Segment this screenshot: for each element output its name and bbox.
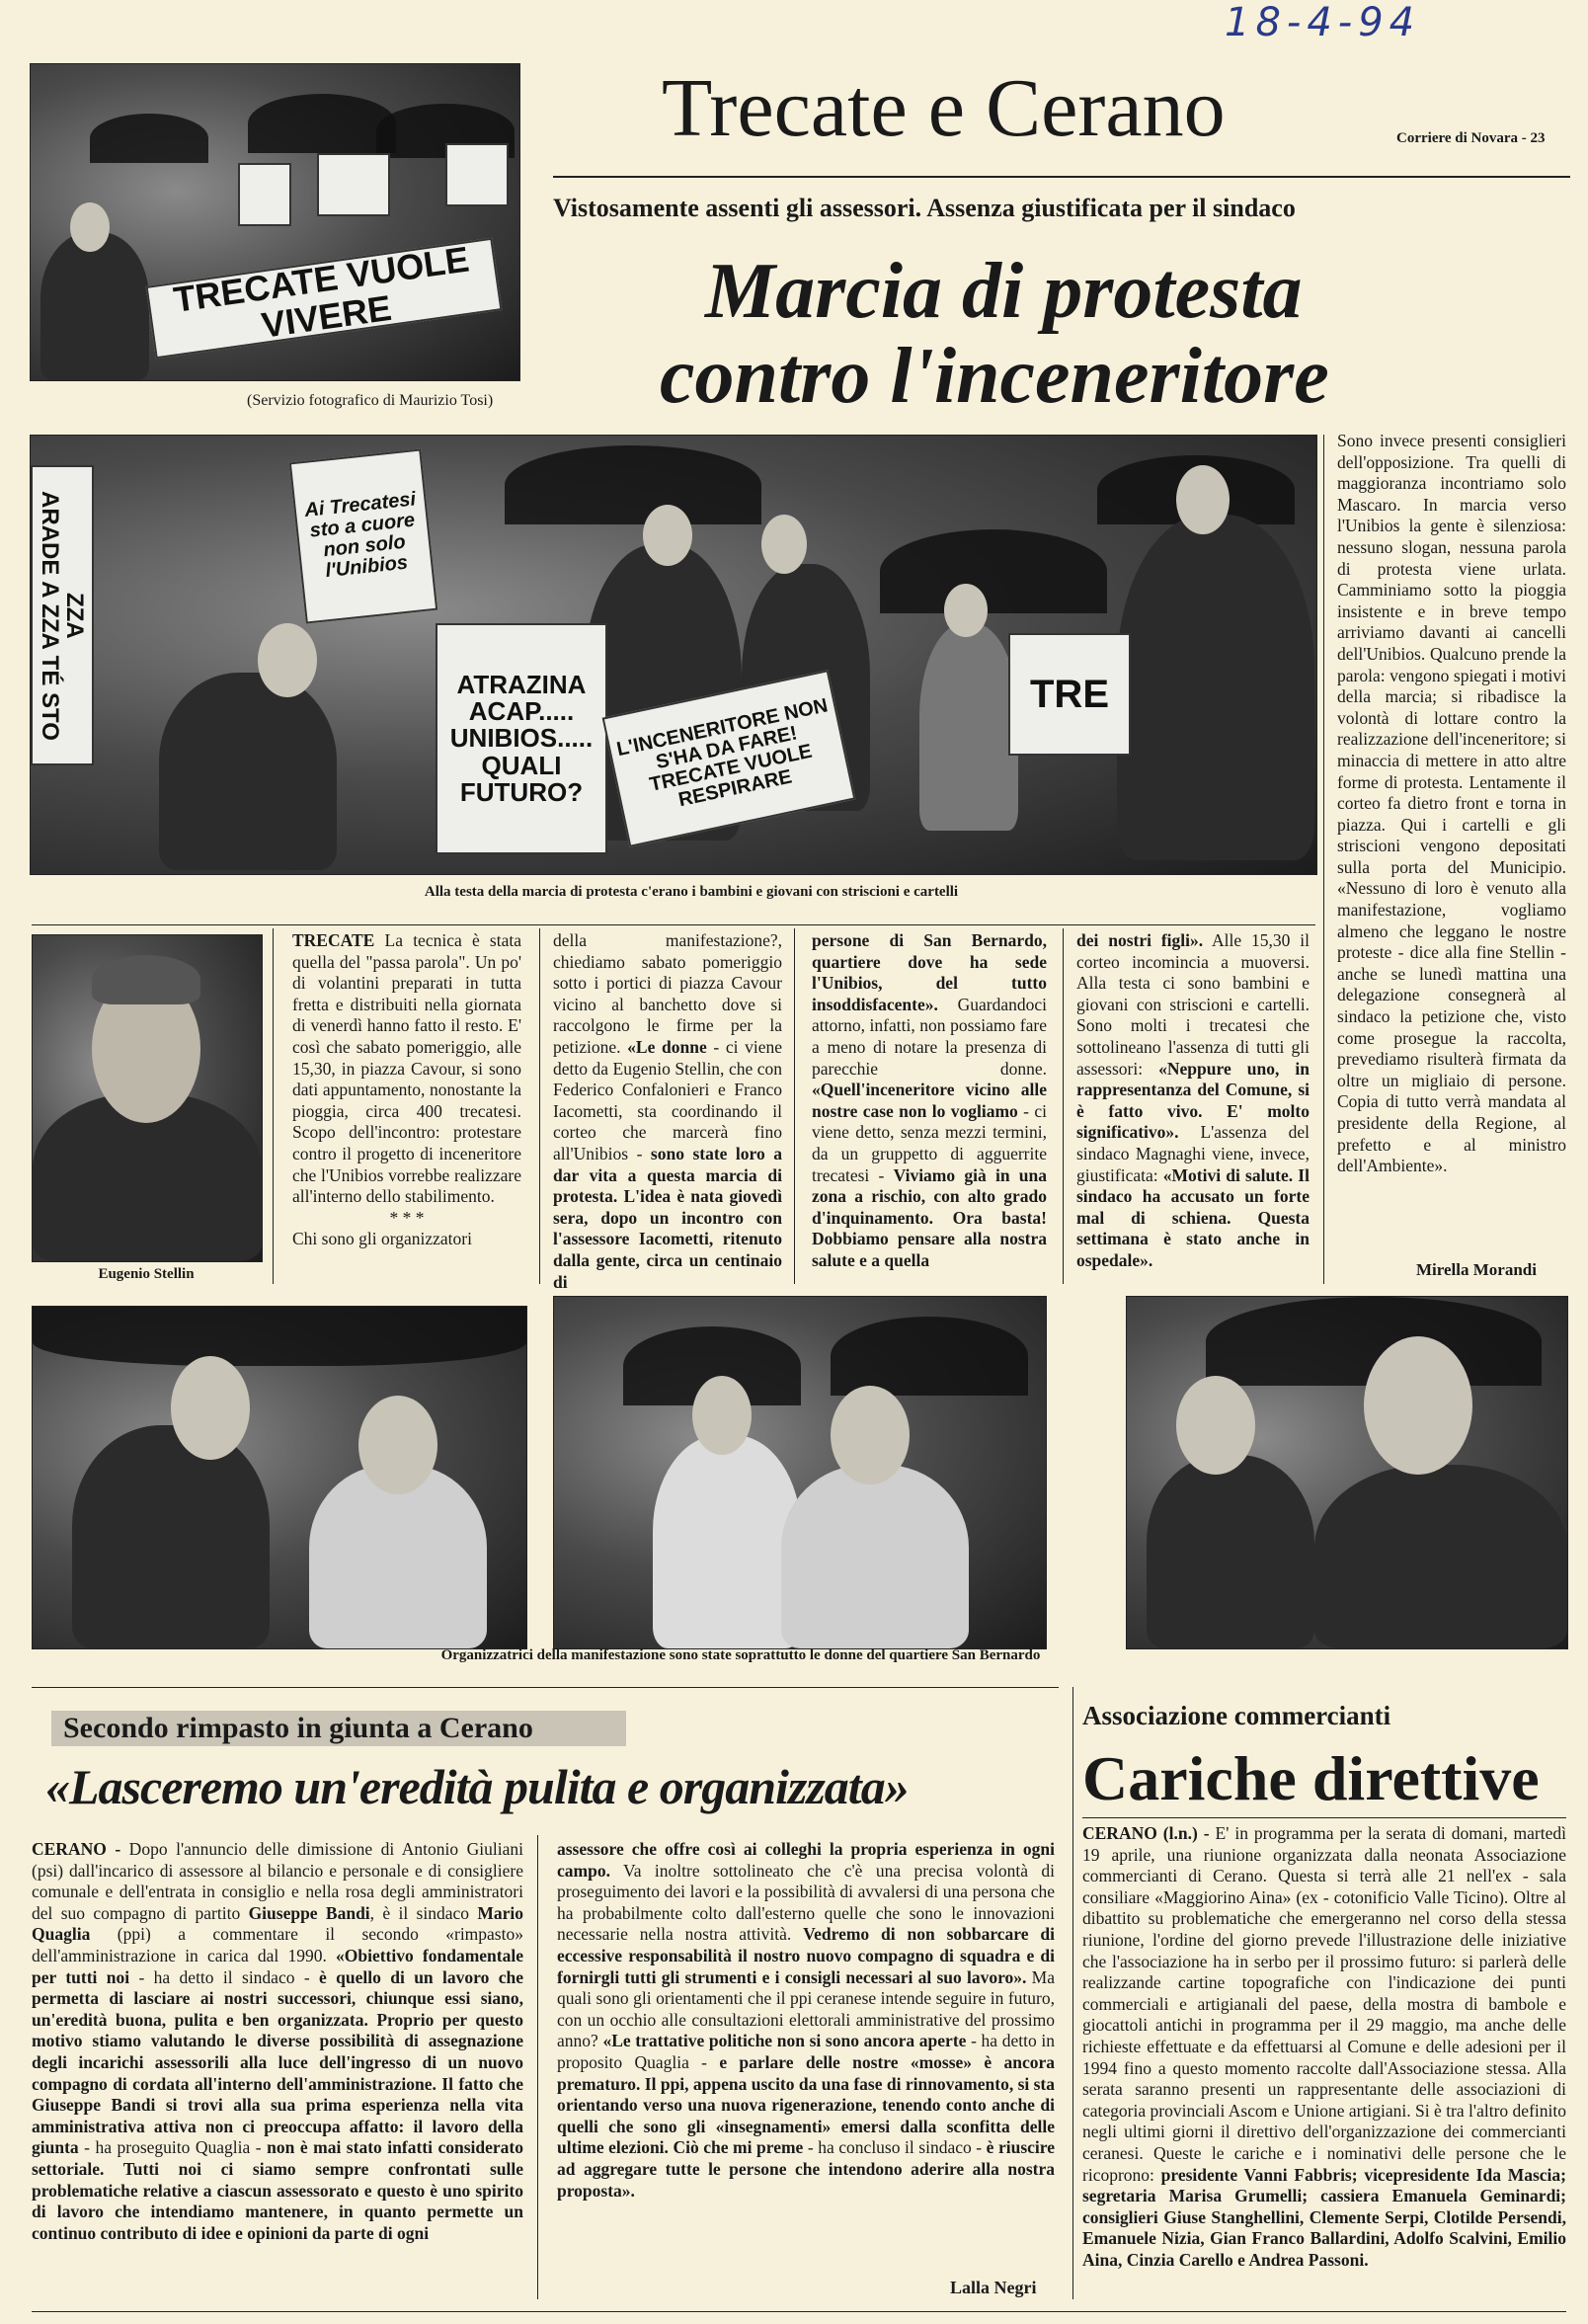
right-sign: TRE [1008,633,1131,756]
main-article-right-column: Sono invece presenti consiglieri dell'opposizione. Tra quelli di maggioranza incontriamo solo Mascaro. In marcia verso l'Unibios la gente è silenziosa: nessuno slogan, nessuna parola di protesta viene urlata. Camminiamo sotto la pioggia insistente e in breve tempo arriviamo davanti ai cancelli dell'Unibios. Qualcuno prende la parola: vengono spiegati i motivi della marcia; si ribadisce la volontà di lottare contro la realizzazione dell'inceneritore; si minaccia di mettere in atto altre forme di protesta. Lentamente il corteo fa dietro front e torna in piazza. Qui i cartelli e gli striscioni vengono depositati sulla porta del Municipio. «Nessuno di loro è venuto alla manifestazione, vogliamo almeno che leggano le nostre proteste - dice alla fine Stellin - anche se lunedì mattina una delegazione consegnerà al sindaco la petizione che, visto come prosegue la raccolta, prevediamo risulterà firmata da oltre un migliaio di persone. Copia di tutto verrà mandata al presidente della Regione, al prefetto e al ministro dell'Ambiente». [1337,431,1566,1176]
march-photo-caption: Alla testa della marcia di protesta c'erano i bambini e giovani con striscioni e cartelli [424,884,959,900]
main-headline-line1: Marcia di protesta [705,248,1303,335]
women-photos-caption: Organizzatrici della manifestazione sono state soprattutto le donne del quartiere San Bernardo [440,1647,1041,1663]
main-article-column-2: della manifestazione?, chiediamo sabato pomeriggio sotto i portici di piazza Cavour vicino al banchetto dove si raccolgono le firme per la petizione. «Le donne - ci viene detto da Eugenio Stellin, che con Federico Confalonieri e Franco Iacometti, sta coordinando il corteo che marcerà fino all'Unibios - sono state loro a dar vita a questa marcia di protesta. L'idea è nata giovedì sera, dopo un incontro con l'assessore Iacometti, ritenuto dalla gente, circa un centinaio di [553,930,783,1292]
march-photo [30,435,1317,875]
left-sign: ARADE A ZZA TÉ STO ZZA [31,465,94,765]
portrait-photo [32,934,263,1262]
commercianti-body: CERANO (l.n.) - E' in programma per la serata di domani, martedì 19 aprile, una riunione organizzata dalla neonata Associazione commercianti di Cerano. Questa si terrà alle 21 nell'ex - sala consiliare «Maggiorino Aina» (ex - cotonificio Valle Ticino). Oltre al dibattito su problematiche che emergeranno nel corso della stessa riunione, l'ordine del giorno prevede l'illustrazione delle iniziative che l'associazione ha in serbo per il prossimo futuro: si parlerà delle realizzande cartine topografiche con l'indicazione dei punti commerciali e artigianali del paese, della mostra di bambole e giocattoli antichi in programma per il 29 maggio, ma anche delle richieste effettuate e da effettuarsi al Comune e delle adesioni per il 1994 fino a questo momento raccolte dall'Associazione stessa. Alla serata saranno presenti un rappresentante delle associazioni di categoria provinciali Ascom e Unione artigiani. Si è tra l'altro definito negli ultimi giorni il direttivo dell'organizzazione dei commercianti ceranesi. Queste le cariche e i nominativi delle persone che le ricoprono: presidente Vanni Fabbris; vicepresidente Ida Mascia; segretaria Marisa Grumelli; cassiera Emanuela Geminardi; consiglieri Giuse Stanghellini, Clemente Serpi, Clotilde Persendi, Emanuele Nizia, Gian Franco Ballardini, Adolfo Scalvini, Emilio Aina, Cinzia Carello e Andrea Passoni. [1082,1823,1566,2270]
main-byline: Mirella Morandi [1416,1260,1537,1279]
section-title: Trecate e Cerano [662,62,1226,154]
main-article-column-3: persone di San Bernardo, quartiere dove ha sede l'Unibios, del tutto insoddisfacente». Guardandoci attorno, infatti, non possiamo fare a meno di notare la presenza di parecchie donne. «Quell'inceneritore vicino alle nostre case non lo vogliamo - ci viene detto, senza mezzi termini, da un gruppetto di agguerrite trecatesi - Viviamo già in una zona a rischio, con alto grado d'inquinamento. Ora basta! Dobbiamo pensare alla nostra salute e a quella [812,930,1047,1270]
main-headline-line2: contro l'inceneritore [660,333,1329,420]
cerano-headline: «Lasceremo un'eredità pulita e organizzata» [45,1759,909,1814]
page-reference: Corriere di Novara - 23 [1396,130,1546,146]
main-article-column-1: TRECATE La tecnica è stata quella del "passa parola". Un po' di volantini preparati in tutta fretta e distribuiti nella giornata di venerdì hanno fatto il resto. E' così che sabato pomeriggio, alle 15,30, in piazza Cavour, si sono dati appuntamento, nonostante la pioggia, circa 400 trecatesi. Scopo dell'incontro: protestare contro il progetto di inceneritore che l'Unibios vorrebbe realizzare all'interno dello stabilimento. * * * Chi sono gli organizzatori [292,930,521,1249]
main-article-column-4: dei nostri figli». Alle 15,30 il corteo incomincia a muoversi. Alla testa ci sono bambini e giovani con striscioni e cartelli. Sono molti i trecatesi che sottolineano l'assenza di tutti gli assessori: «Neppure uno, in rappresentanza del Comune, si è fatto vivo. E' molto significativo». L'assenza del sindaco Magnaghi viene, invece, giustificata: «Motivi di salute. Il sindaco ha accusato un forte mal di schiena. Questa settimana è stato anche in ospedale». [1076,930,1310,1270]
trecate-vuole-vivere-banner: TRECATE VUOLE VIVERE [146,238,503,360]
handwritten-date: 18-4-94 [1225,0,1421,45]
women-photo-right [1126,1296,1568,1649]
commercianti-kicker: Associazione commercianti [1082,1701,1391,1730]
atrazina-sign: ATRAZINA ACAP..... UNIBIOS..... QUALI FUTURO? [436,623,607,854]
women-photo-center [553,1296,1047,1649]
cerano-column-1: CERANO - Dopo l'annuncio delle dimissione di Antonio Giuliani (psi) dall'incarico di assessore al bilancio e personale e di consigliere comunale e dell'entrata in consiglio e nella rosa degli amministratori del suo compagno di partito Giuseppe Bandi, è il sindaco Mario Quaglia (ppi) a commentare il secondo «rimpasto» dell'amministrazione in carica dal 1990. «Obiettivo fondamentale per tutti noi - ha detto il sindaco - è quello di un lavoro che permetta di lasciare ai nostri successori, chiunque essi siano, un'eredità buona, pulita e ben organizzata. Proprio per questo motivo stiamo valutando le diverse possibilità di assegnazione degli incarichi assessorili alla luce dell'ingresso di un nuovo compagno di cordata all'interno dell'amministrazione. Il fatto che Giuseppe Bandi si trovi alla sua prima esperienza nella vita amministrativa attiva non ci preoccupa affatto: il lavoro della giunta - ha proseguito Quaglia - non è mai stato infatti considerato settoriale. Tutti noi ci siamo sempre confrontati sulle problematiche relative a ciascun assessorato e questo è uno spirito di lavoro che intendiamo mantenere, in quanto permette un continuo contributo di idee e opinioni da parte di ogni [32,1839,523,2243]
main-kicker: Vistosamente assenti gli assessori. Assenza giustificata per il sindaco [553,194,1296,222]
portrait-caption: Eugenio Stellin [98,1266,195,1282]
header-rule [553,176,1570,178]
photo-credit: (Servizio fotografico di Maurizio Tosi) [247,392,494,409]
inceneritore-sign: L'INCENERITORE NON S'HA DA FARE! TRECATE VUOLE RESPIRARE [602,670,856,847]
cerano-column-2: assessore che offre così ai colleghi la propria esperienza in ogni campo. Va inoltre sottolineato che c'è una precisa volontà di proseguimento dei lavori e la possibilità di avvalersi di una persona che ha probabilmente colto dall'esterno quelle che sono le innovazioni necessarie nella nostra attività. Vedremo di non sobbarcare di eccessive responsabilità il nostro nuovo compagno di squadra e di fornirgli tutti gli strumenti e i consigli necessari al suo lavoro». Ma quali sono gli orientamenti che il ppi ceranese intende seguire in futuro, con un occhio alle consultazioni elettorali amministrative del prossimo anno? «Le trattative politiche non si sono ancora aperte - ha detto in proposito Quaglia - e parlare delle nostre «mosse» è ancora prematuro. Il ppi, appena uscito da una fase di rinnovamento, si sta orientando verso una nuova rigenerazione, tenendo conto anche di quelli che sono gli «insegnamenti» emersi dalla sconfitta delle ultime elezioni. Ciò che mi preme - ha concluso il sindaco - è riuscire ad aggregare tutte le persone che intendono aderire alla nostra proposta». [557,1839,1056,2201]
women-photo-left [32,1306,527,1649]
top-protest-photo [30,63,520,381]
cerano-kicker: Secondo rimpasto in giunta a Cerano [51,1711,626,1746]
handwritten-sign: Ai Trecatesi sto a cuore non solo l'Unibios [289,448,437,623]
cerano-byline: Lalla Negri [950,2278,1037,2297]
commercianti-headline: Cariche direttive [1082,1743,1540,1813]
